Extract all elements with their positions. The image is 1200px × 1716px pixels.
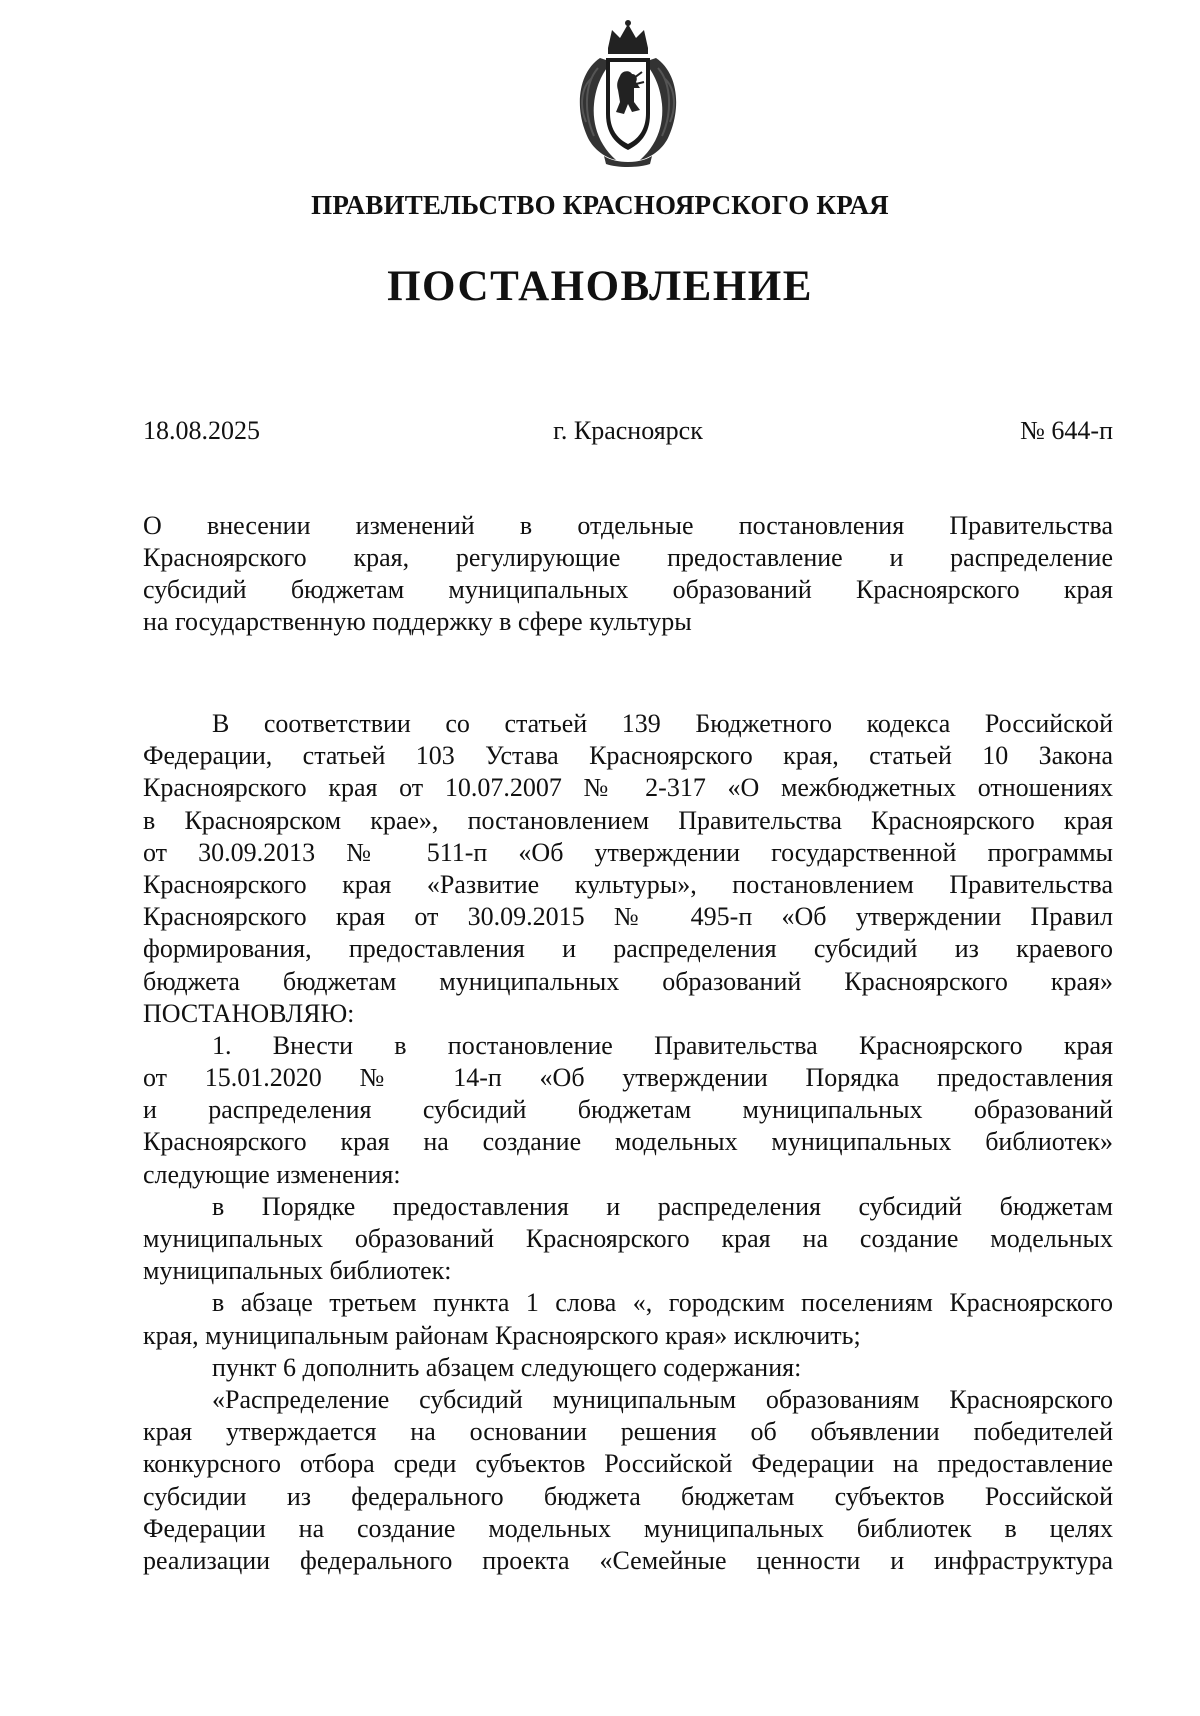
body-line: от 15.01.2020 № 14-п «Об утверждении Порядка предоставления bbox=[143, 1063, 1113, 1093]
body-line: Федерации на создание модельных муниципальных библиотек в целях bbox=[143, 1513, 1113, 1543]
body-line: Федерации, статьей 103 Устава Красноярского края, статьей 10 Закона bbox=[143, 741, 1113, 771]
body-line: в абзаце третьем пункта 1 слова «, городским поселениям Красноярского bbox=[212, 1288, 1113, 1318]
government-title: ПРАВИТЕЛЬСТВО КРАСНОЯРСКОГО КРАЯ bbox=[311, 190, 889, 220]
quoted-amendment-paragraph bbox=[143, 1384, 1113, 1577]
subject-line: на государственную поддержку в сфере культуры bbox=[143, 607, 692, 636]
body-line: края утверждается на основании решения об объявлении победителей bbox=[143, 1417, 1113, 1447]
coat-of-arms-icon bbox=[570, 18, 686, 168]
subject-line: О внесении изменений в отдельные постановления Правительства bbox=[143, 511, 1113, 540]
body-line: и распределения субсидий бюджетам муниципальных образований bbox=[143, 1095, 1113, 1125]
body-line: от 30.09.2013 № 511-п «Об утверждении государственной программы bbox=[143, 837, 1113, 867]
body-line: В соответствии со статьей 139 Бюджетного кодекса Российской bbox=[212, 709, 1113, 738]
body-line: реализации федерального проекта «Семейные ценности и инфраструктура bbox=[143, 1545, 1113, 1575]
resolve-keyword: ПОСТАНОВЛЯЮ: bbox=[143, 998, 355, 1028]
body-line: 1. Внести в постановление Правительства Красноярского края bbox=[212, 1030, 1113, 1060]
item-1-paragraph bbox=[143, 1030, 1113, 1191]
body-line: субсидии из федерального бюджета бюджетам субъектов Российской bbox=[143, 1481, 1113, 1511]
body-line: муниципальных образований Красноярского края на создание модельных bbox=[143, 1224, 1113, 1253]
body-line: формирования, предоставления и распределения субсидий из краевого bbox=[143, 934, 1113, 964]
document-date: 18.08.2025 bbox=[143, 416, 260, 445]
document-type-heading: ПОСТАНОВЛЕНИЕ bbox=[387, 263, 813, 310]
body-line: муниципальных библиотек: bbox=[143, 1256, 452, 1286]
body-line: Красноярского края на создание модельных муниципальных библиотек» bbox=[143, 1127, 1113, 1157]
body-line: Красноярского края от 30.09.2015 № 495-п «Об утверждении Правил bbox=[143, 902, 1113, 932]
body-line: Красноярского края «Развитие культуры», постановлением Правительства bbox=[143, 869, 1113, 899]
document-meta-row bbox=[143, 416, 1113, 450]
body-line: края, муниципальным районам Красноярского края» исключить; bbox=[143, 1320, 861, 1350]
body-line: «Распределение субсидий муниципальным образованиям Красноярского bbox=[212, 1384, 1113, 1414]
order-intro-paragraph bbox=[143, 1191, 1113, 1288]
subject-line: Красноярского края, регулирующие предоставление и распределение bbox=[143, 543, 1113, 572]
document-city: г. Красноярск bbox=[553, 416, 703, 445]
body-line: в Порядке предоставления и распределения субсидий бюджетам bbox=[212, 1191, 1113, 1221]
document-subject bbox=[143, 510, 1113, 638]
change-2-paragraph bbox=[143, 1352, 1113, 1384]
body-line: пункт 6 дополнить абзацем следующего содержания: bbox=[212, 1352, 802, 1382]
document-body bbox=[143, 708, 1113, 1577]
body-line: следующие изменения: bbox=[143, 1159, 401, 1189]
body-line: бюджета бюджетам муниципальных образований Красноярского края» bbox=[143, 966, 1113, 996]
preamble-paragraph bbox=[143, 708, 1113, 1030]
body-line: Красноярского края от 10.07.2007 № 2-317 «О межбюджетных отношениях bbox=[143, 773, 1113, 803]
subject-line: субсидий бюджетам муниципальных образований Красноярского края bbox=[143, 575, 1113, 604]
body-line: в Красноярском крае», постановлением Правительства Красноярского края bbox=[143, 805, 1113, 835]
document-number: № 644-п bbox=[1020, 416, 1113, 445]
change-1-paragraph bbox=[143, 1287, 1113, 1351]
body-line: конкурсного отбора среди субъектов Российской Федерации на предоставление bbox=[143, 1449, 1113, 1479]
